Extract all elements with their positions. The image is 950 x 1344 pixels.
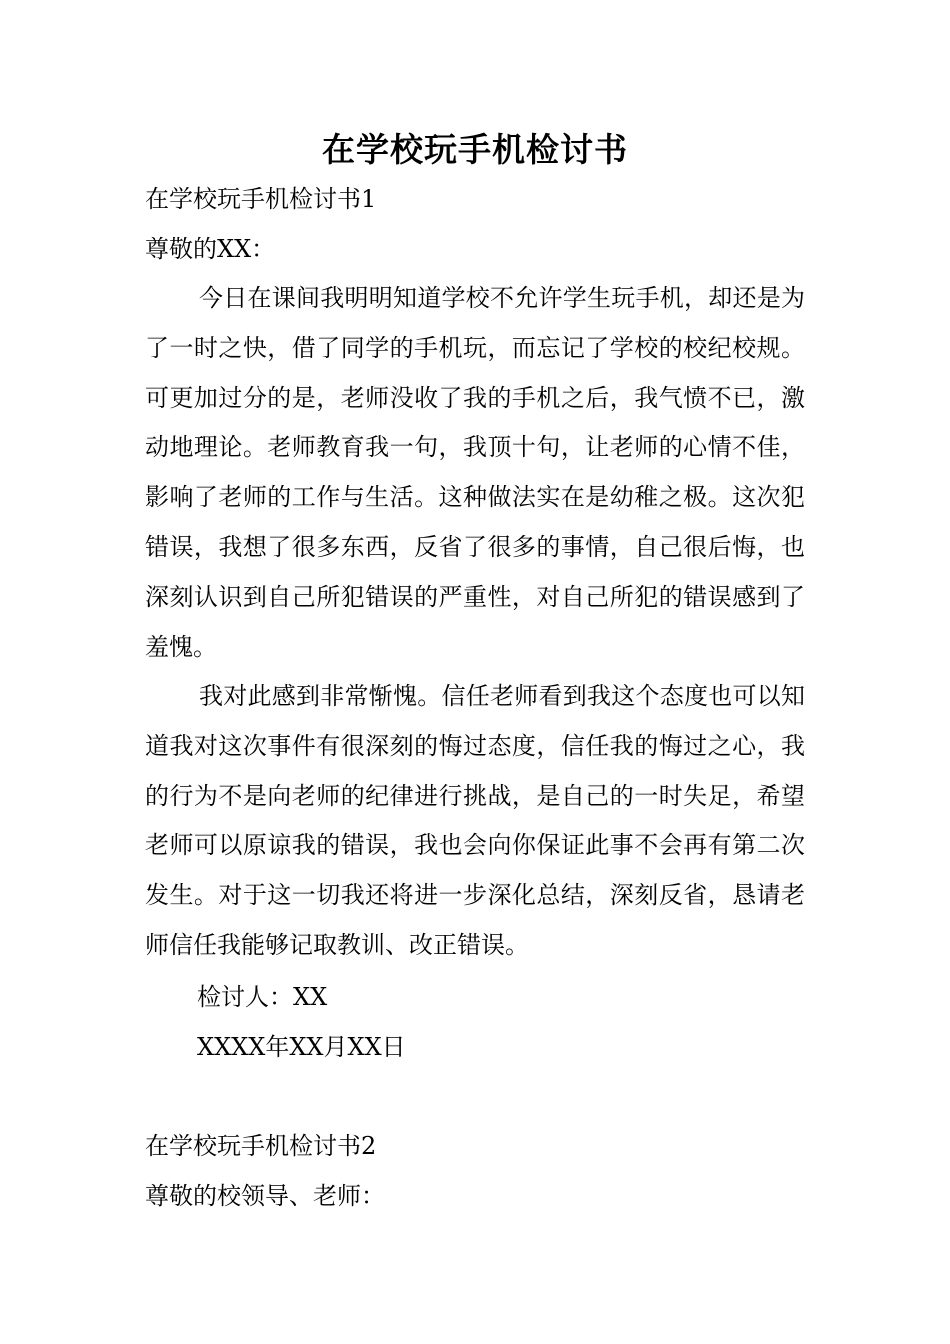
document-title: 在学校玩手机检讨书 — [322, 130, 628, 169]
date-line: XXXX年XX月XX日 — [197, 1033, 406, 1061]
section-1-paragraph-2: 我对此感到非常惭愧。信任老师看到我这个态度也可以知道我对这次事件有很深刻的悔过态度，信任我的悔过之心，我的行为不是向老师的纪律进行挑战，是自己的一时失足，希望老师可以原谅我的错误，我也会向你保证此事不会再有第二次发生。对于这一切我还将进一步深化总结，深刻反省，恳请老师信任我能够记取教训、改正错误。 — [145, 682, 805, 959]
section-1-heading: 在学校玩手机检讨书1 — [145, 185, 377, 213]
section-2-salutation: 尊敬的校领导、老师： — [145, 1182, 385, 1210]
section-2-heading: 在学校玩手机检讨书2 — [145, 1132, 377, 1160]
section-1-salutation: 尊敬的XX： — [145, 235, 276, 263]
signature-line: 检讨人：XX — [197, 983, 328, 1011]
section-1-paragraph-1: 今日在课间我明明知道学校不允许学生玩手机，却还是为了一时之快，借了同学的手机玩，而忘记了学校的校纪校规。可更加过分的是，老师没收了我的手机之后，我气愤不已，激动地理论。老师教育我一句，我顶十句，让老师的心情不佳，影响了老师的工作与生活。这种做法实在是幼稚之极。这次犯错误，我想了很多东西，反省了很多的事情，自己很后悔，也深刻认识到自己所犯错误的严重性，对自己所犯的错误感到了羞愧。 — [145, 284, 805, 661]
